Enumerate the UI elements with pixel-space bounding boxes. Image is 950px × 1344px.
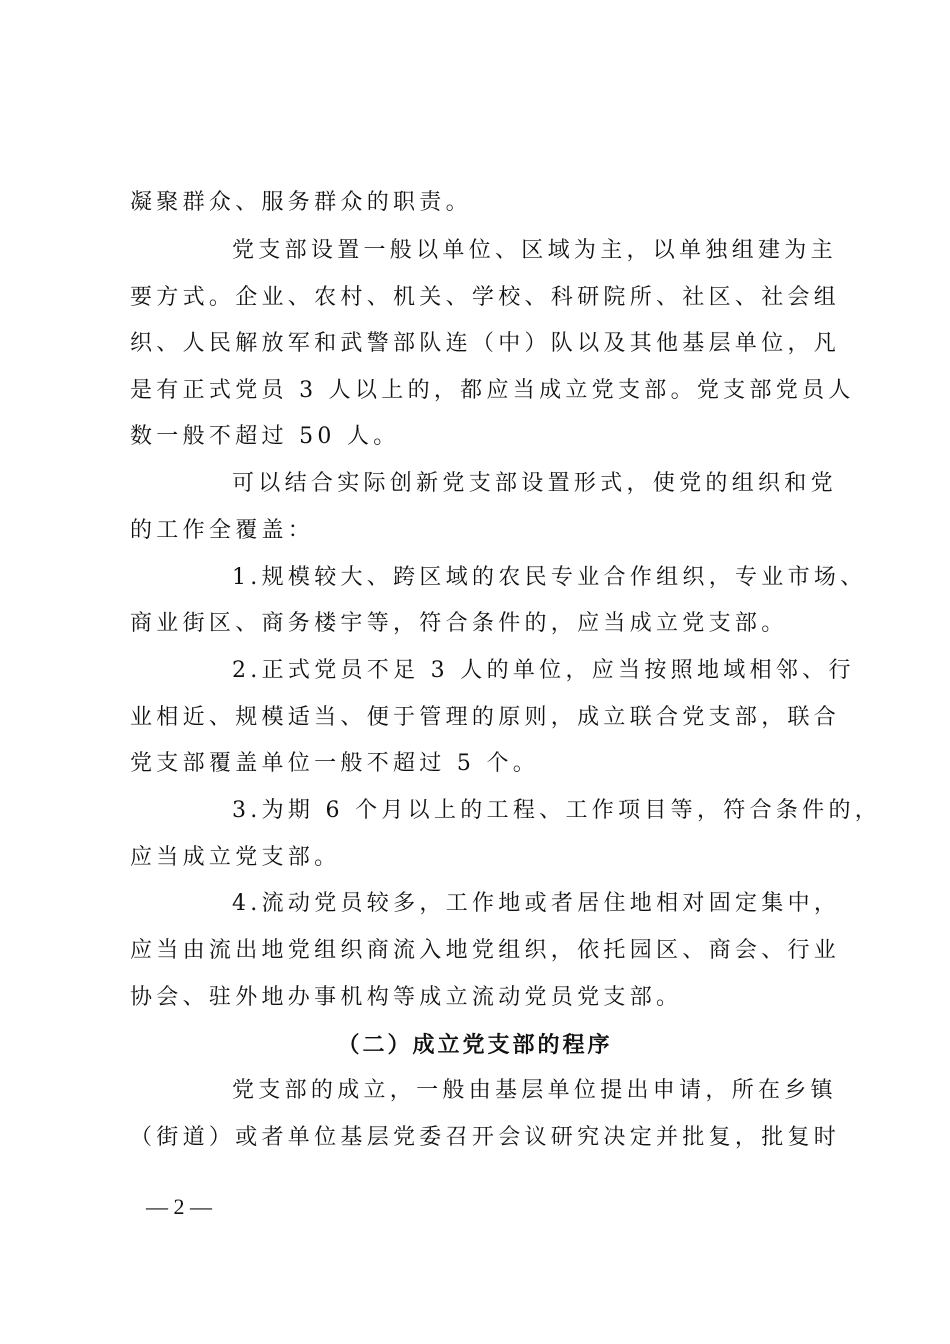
text-line: 商业街区、商务楼宇等，符合条件的，应当成立党支部。 bbox=[130, 611, 788, 636]
text-line: 应当成立党支部。 bbox=[130, 845, 341, 870]
page-number: — 2 — bbox=[146, 1194, 212, 1219]
text-line: 织、人民解放军和武警部队连（中）队以及其他基层单位，凡 bbox=[130, 331, 841, 356]
text-line: 的工作全覆盖： bbox=[130, 518, 315, 543]
text-line: 是有正式党员 3 人以上的，都应当成立党支部。党支部党员人 bbox=[130, 378, 855, 403]
text-line: 3.为期 6 个月以上的工程、工作项目等，符合条件的， bbox=[232, 798, 882, 823]
text-line: 业相近、规模适当、便于管理的原则，成立联合党支部，联合 bbox=[130, 705, 841, 730]
text-line: 数一般不超过 50 人。 bbox=[130, 424, 400, 449]
text-line: （街道）或者单位基层党委召开会议研究决定并批复，批复时 bbox=[130, 1125, 841, 1150]
text-line: 4.流动党员较多，工作地或者居住地相对固定集中， bbox=[232, 891, 841, 916]
text-line: 凝聚群众、服务群众的职责。 bbox=[130, 190, 472, 215]
text-line: 2.正式党员不足 3 人的单位，应当按照地域相邻、行 bbox=[232, 658, 855, 683]
text-line: 党支部设置一般以单位、区域为主，以单独组建为主 bbox=[232, 238, 837, 263]
text-line: 协会、驻外地办事机构等成立流动党员党支部。 bbox=[130, 985, 683, 1010]
section-heading: （二）成立党支部的程序 bbox=[337, 1032, 613, 1058]
text-line: 可以结合实际创新党支部设置形式，使党的组织和党 bbox=[232, 471, 837, 496]
text-line: 党支部覆盖单位一般不超过 5 个。 bbox=[130, 751, 540, 776]
text-line: 党支部的成立，一般由基层单位提出申请，所在乡镇 bbox=[232, 1078, 837, 1103]
text-line: 要方式。企业、农村、机关、学校、科研院所、社区、社会组 bbox=[130, 285, 841, 310]
text-line: 1.规模较大、跨区域的农民专业合作组织，专业市场、 bbox=[232, 565, 867, 590]
text-line: 应当由流出地党组织商流入地党组织，依托园区、商会、行业 bbox=[130, 938, 841, 963]
